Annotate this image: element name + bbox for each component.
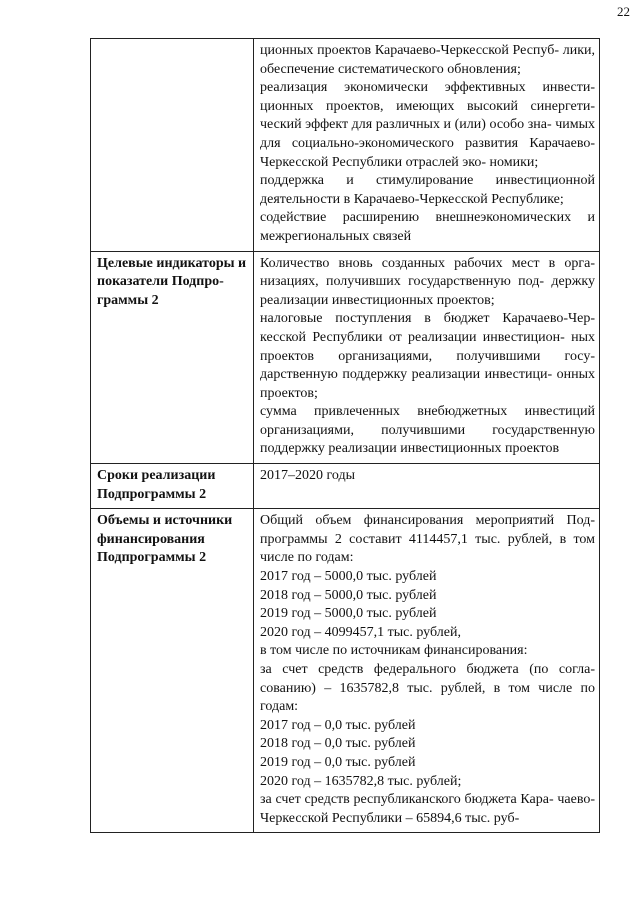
row-content-cell (254, 39, 600, 252)
paragraph: 2020 год – 1635782,8 тыс. рублей; (260, 773, 462, 789)
table-row (91, 39, 600, 252)
row-label-cell: Объемы и источники финансирования Подпрограммы 2 (91, 509, 254, 833)
paragraph: за счет средств республиканского бюджета Кара- чаево-Черкесской Республики – 65894,6 тыс. руб- (260, 792, 595, 826)
paragraph: реализация экономически эффективных инвести- ционных проектов, имеющих высокий синергети- ческий эффект для различных и (или) особо зна- чимых для социально-экономического развития Карачаево-Черкесской Республики отраслей эко- номики; (260, 80, 595, 170)
paragraph: налоговые поступления в бюджет Карачаево-Чер- кесской Республики от реализации инвестицион- ных проектов организациями, получившими госу- дарственную поддержку реализации инвестици- онных проектов; (260, 311, 595, 401)
paragraph: 2018 год – 0,0 тыс. рублей (260, 736, 416, 752)
paragraph: 2017–2020 годы (260, 468, 356, 484)
row-label-cell (91, 39, 254, 252)
paragraph: Количество вновь созданных рабочих мест в орга- низациях, получивших государственную под- держку реализации инвестиционных проектов; (260, 255, 595, 308)
paragraph: 2018 год – 5000,0 тыс. рублей (260, 587, 437, 603)
row-label-cell: Сроки реализации Подпрограммы 2 (91, 464, 254, 509)
row-content-cell (254, 251, 600, 464)
paragraph: сумма привлеченных внебюджетных инвестиций организациями, получившими государственную поддержку реализации инвестиционных проектов (260, 404, 595, 457)
paragraph: ционных проектов Карачаево-Черкесской Респуб- лики, обеспечение систематического обновления; (260, 43, 595, 77)
paragraph: 2019 год – 0,0 тыс. рублей (260, 754, 416, 770)
paragraph: в том числе по источникам финансирования: (260, 643, 528, 659)
table-row (91, 464, 600, 509)
row-label-cell: Целевые индикаторы и показатели Подпро- граммы 2 (91, 251, 254, 464)
table-row (91, 251, 600, 464)
subprogram-passport-table (90, 38, 600, 833)
paragraph: 2020 год – 4099457,1 тыс. рублей, (260, 624, 461, 640)
paragraph: содействие расширению внешнеэкономических и межрегиональных связей (260, 210, 595, 244)
paragraph: поддержка и стимулирование инвестиционной деятельности в Карачаево-Черкесской Республике; (260, 173, 595, 207)
paragraph: 2017 год – 0,0 тыс. рублей (260, 717, 416, 733)
row-content-cell (254, 509, 600, 833)
page-number: 22 (617, 4, 630, 19)
paragraph: Общий объем финансирования мероприятий Под- программы 2 составит 4114457,1 тыс. рублей, в том числе по годам: (260, 513, 595, 566)
row-content-cell (254, 464, 600, 509)
paragraph: 2019 год – 5000,0 тыс. рублей (260, 606, 437, 622)
table-row (91, 509, 600, 833)
paragraph: 2017 год – 5000,0 тыс. рублей (260, 569, 437, 585)
paragraph: за счет средств федерального бюджета (по согла- сованию) – 1635782,8 тыс. рублей, в том числе по годам: (260, 662, 595, 715)
